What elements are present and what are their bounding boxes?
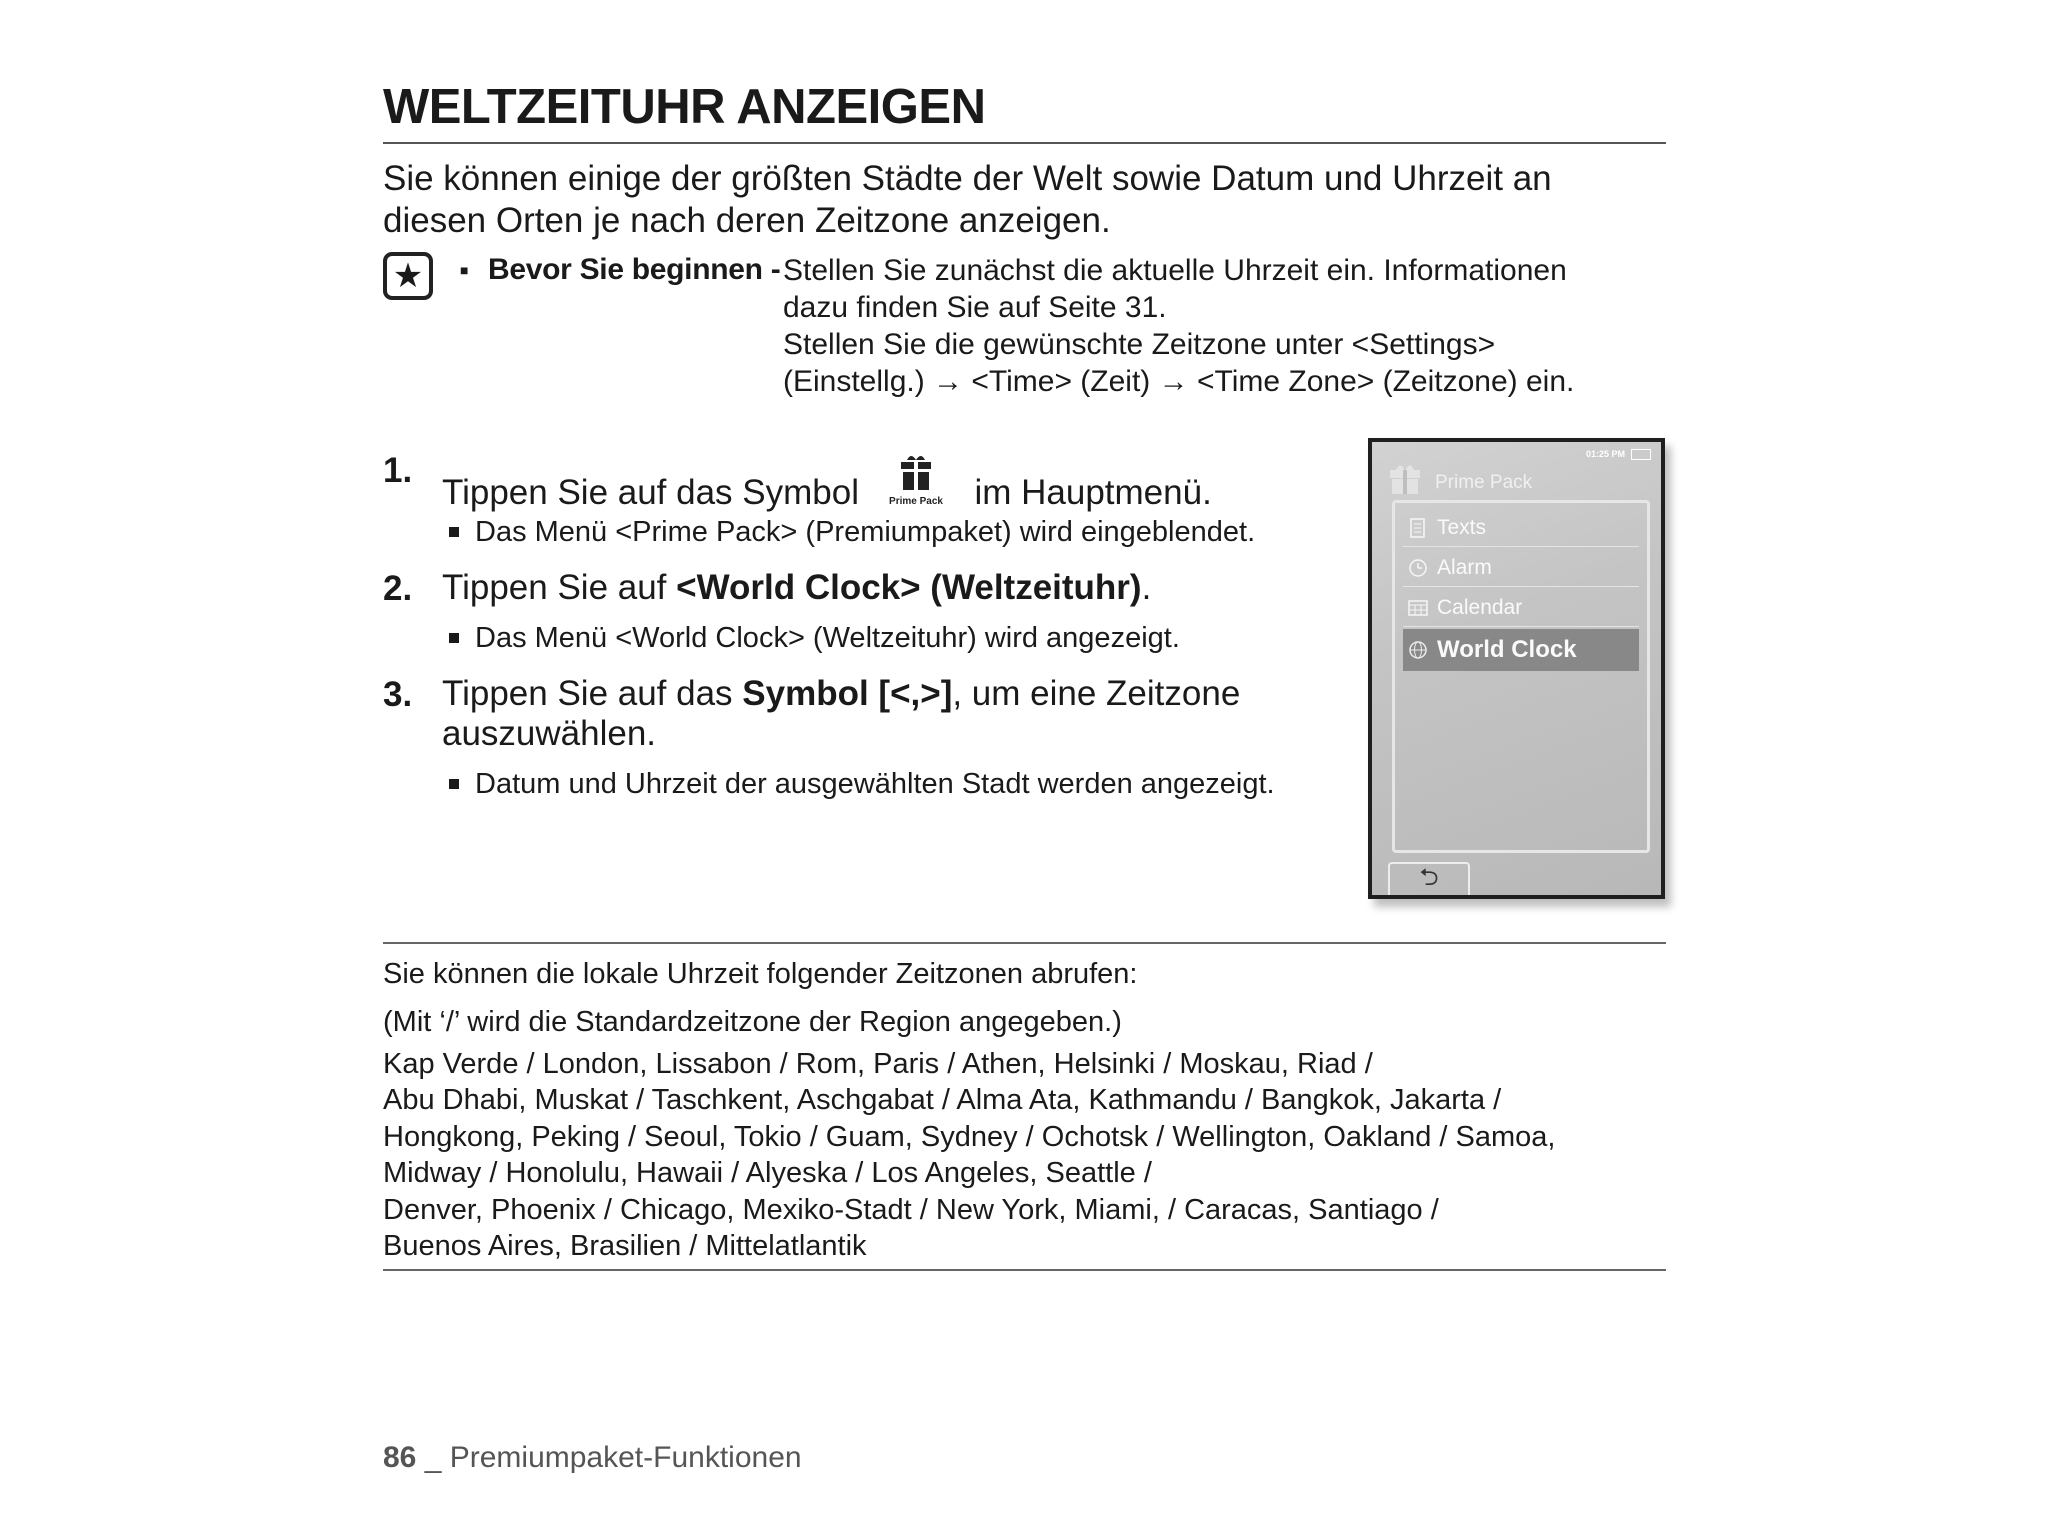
prime-pack-icon bbox=[877, 450, 955, 510]
status-time: 01:25 PM bbox=[1585, 449, 1625, 459]
zone-line: Abu Dhabi, Muskat / Taschkent, Aschgabat / Alma Ata, Kathmandu / Bangkok, Jakarta / bbox=[383, 1084, 1502, 1117]
note-bullet-icon: ■ bbox=[460, 262, 469, 278]
step-number: 2. bbox=[383, 569, 413, 608]
zone-line: Midway / Honolulu, Hawaii / Alyeska / Los Angeles, Seattle / bbox=[383, 1157, 1152, 1190]
device-header-title: Prime Pack bbox=[1435, 472, 1533, 493]
step-number: 1. bbox=[383, 451, 413, 490]
note-line: dazu finden Sie auf Seite 31. bbox=[783, 291, 1167, 324]
intro-line: Sie können einige der größten Städte der Welt sowie Datum und Uhrzeit an bbox=[383, 159, 1552, 198]
note-line: Stellen Sie die gewünschte Zeitzone unter <Settings> bbox=[783, 328, 1496, 361]
intro-text bbox=[383, 158, 1666, 242]
step-text: Tippen Sie auf das Symbol bbox=[442, 473, 859, 512]
note-text bbox=[783, 252, 1683, 400]
zone-line: Kap Verde / London, Lissabon / Rom, Paris / Athen, Helsinki / Moskau, Riad / bbox=[383, 1048, 1373, 1080]
note-label: Bevor Sie beginnen - bbox=[488, 253, 781, 286]
step-2: 2. Tippen Sie auf <World Clock> (Weltzeituhr). bbox=[383, 568, 1152, 608]
intro-line: diesen Orten je nach deren Zeitzone anzeigen. bbox=[383, 201, 1111, 240]
step-3: 3. Tippen Sie auf das Symbol [<,>], um eine Zeitzone auszuwählen. bbox=[383, 674, 1241, 753]
chevron-left-right-icon: <,> bbox=[890, 674, 941, 713]
menu-item-calendar[interactable]: Calendar bbox=[1403, 589, 1639, 627]
page-footer: 86 _ Premiumpaket-Funktionen bbox=[383, 1441, 802, 1474]
document-icon bbox=[1407, 518, 1429, 538]
step-number: 3. bbox=[383, 675, 413, 714]
globe-icon bbox=[1407, 640, 1429, 660]
menu-item-texts[interactable]: Texts bbox=[1403, 509, 1639, 547]
menu-item-world-clock[interactable]: World Clock bbox=[1403, 629, 1639, 671]
divider bbox=[383, 942, 1666, 944]
star-note-icon: ★ bbox=[383, 252, 433, 300]
section-name: Premiumpaket-Funktionen bbox=[449, 1441, 802, 1474]
step-2-sub: Das Menü <World Clock> (Weltzeituhr) wird angezeigt. bbox=[449, 620, 1373, 656]
bullet-square-icon bbox=[449, 633, 459, 643]
step-text: im Hauptmenü. bbox=[974, 473, 1212, 512]
note-line: Stellen Sie zunächst die aktuelle Uhrzeit ein. Informationen bbox=[783, 254, 1567, 287]
clock-icon bbox=[1407, 558, 1429, 578]
menu-item-alarm[interactable]: Alarm bbox=[1403, 549, 1639, 587]
world-clock-label: <World Clock> (Weltzeituhr) bbox=[676, 568, 1142, 607]
zones-note: (Mit ‘/’ wird die Standardzeitzone der Region angegeben.) bbox=[383, 1006, 1122, 1038]
zone-line: Hongkong, Peking / Seoul, Tokio / Guam, Sydney / Ochotsk / Wellington, Oakland / Samoa, bbox=[383, 1120, 1556, 1153]
note-line: (Einstellg.) → <Time> (Zeit) → <Time Zone> (Zeitzone) ein. bbox=[783, 365, 1575, 398]
device-screenshot bbox=[1368, 438, 1665, 899]
page-number: 86 bbox=[383, 1441, 417, 1474]
zones-heading: Sie können die lokale Uhrzeit folgender Zeitzonen abrufen: bbox=[383, 958, 1138, 990]
back-arrow-icon: ⮌ bbox=[1419, 863, 1439, 891]
bullet-square-icon bbox=[449, 527, 459, 537]
prime-pack-icon-label: Prime Pack bbox=[888, 496, 943, 507]
step-3-sub: Datum und Uhrzeit der ausgewählten Stadt werden angezeigt. bbox=[449, 766, 1373, 802]
battery-icon bbox=[1631, 449, 1651, 460]
back-button[interactable] bbox=[1388, 862, 1470, 896]
prime-pack-icon bbox=[1386, 458, 1424, 496]
zone-line: Buenos Aires, Brasilien / Mittelatlantik bbox=[383, 1230, 867, 1263]
bullet-square-icon bbox=[449, 779, 459, 789]
zones-intro bbox=[383, 950, 1666, 1046]
zone-line: Denver, Phoenix / Chicago, Mexiko-Stadt / New York, Miami, / Caracas, Santiago / bbox=[383, 1193, 1439, 1226]
step-1-sub: Das Menü <Prime Pack> (Premiumpaket) wird eingeblendet. bbox=[449, 514, 1373, 550]
divider bbox=[383, 1269, 1666, 1271]
step-1 bbox=[383, 450, 1373, 512]
page-title: WELTZEITUHR ANZEIGEN bbox=[383, 78, 1666, 144]
calendar-icon bbox=[1407, 598, 1429, 618]
time-zone-list bbox=[383, 1046, 1673, 1264]
steps-list bbox=[383, 450, 1373, 802]
device-menu-list bbox=[1392, 500, 1650, 853]
